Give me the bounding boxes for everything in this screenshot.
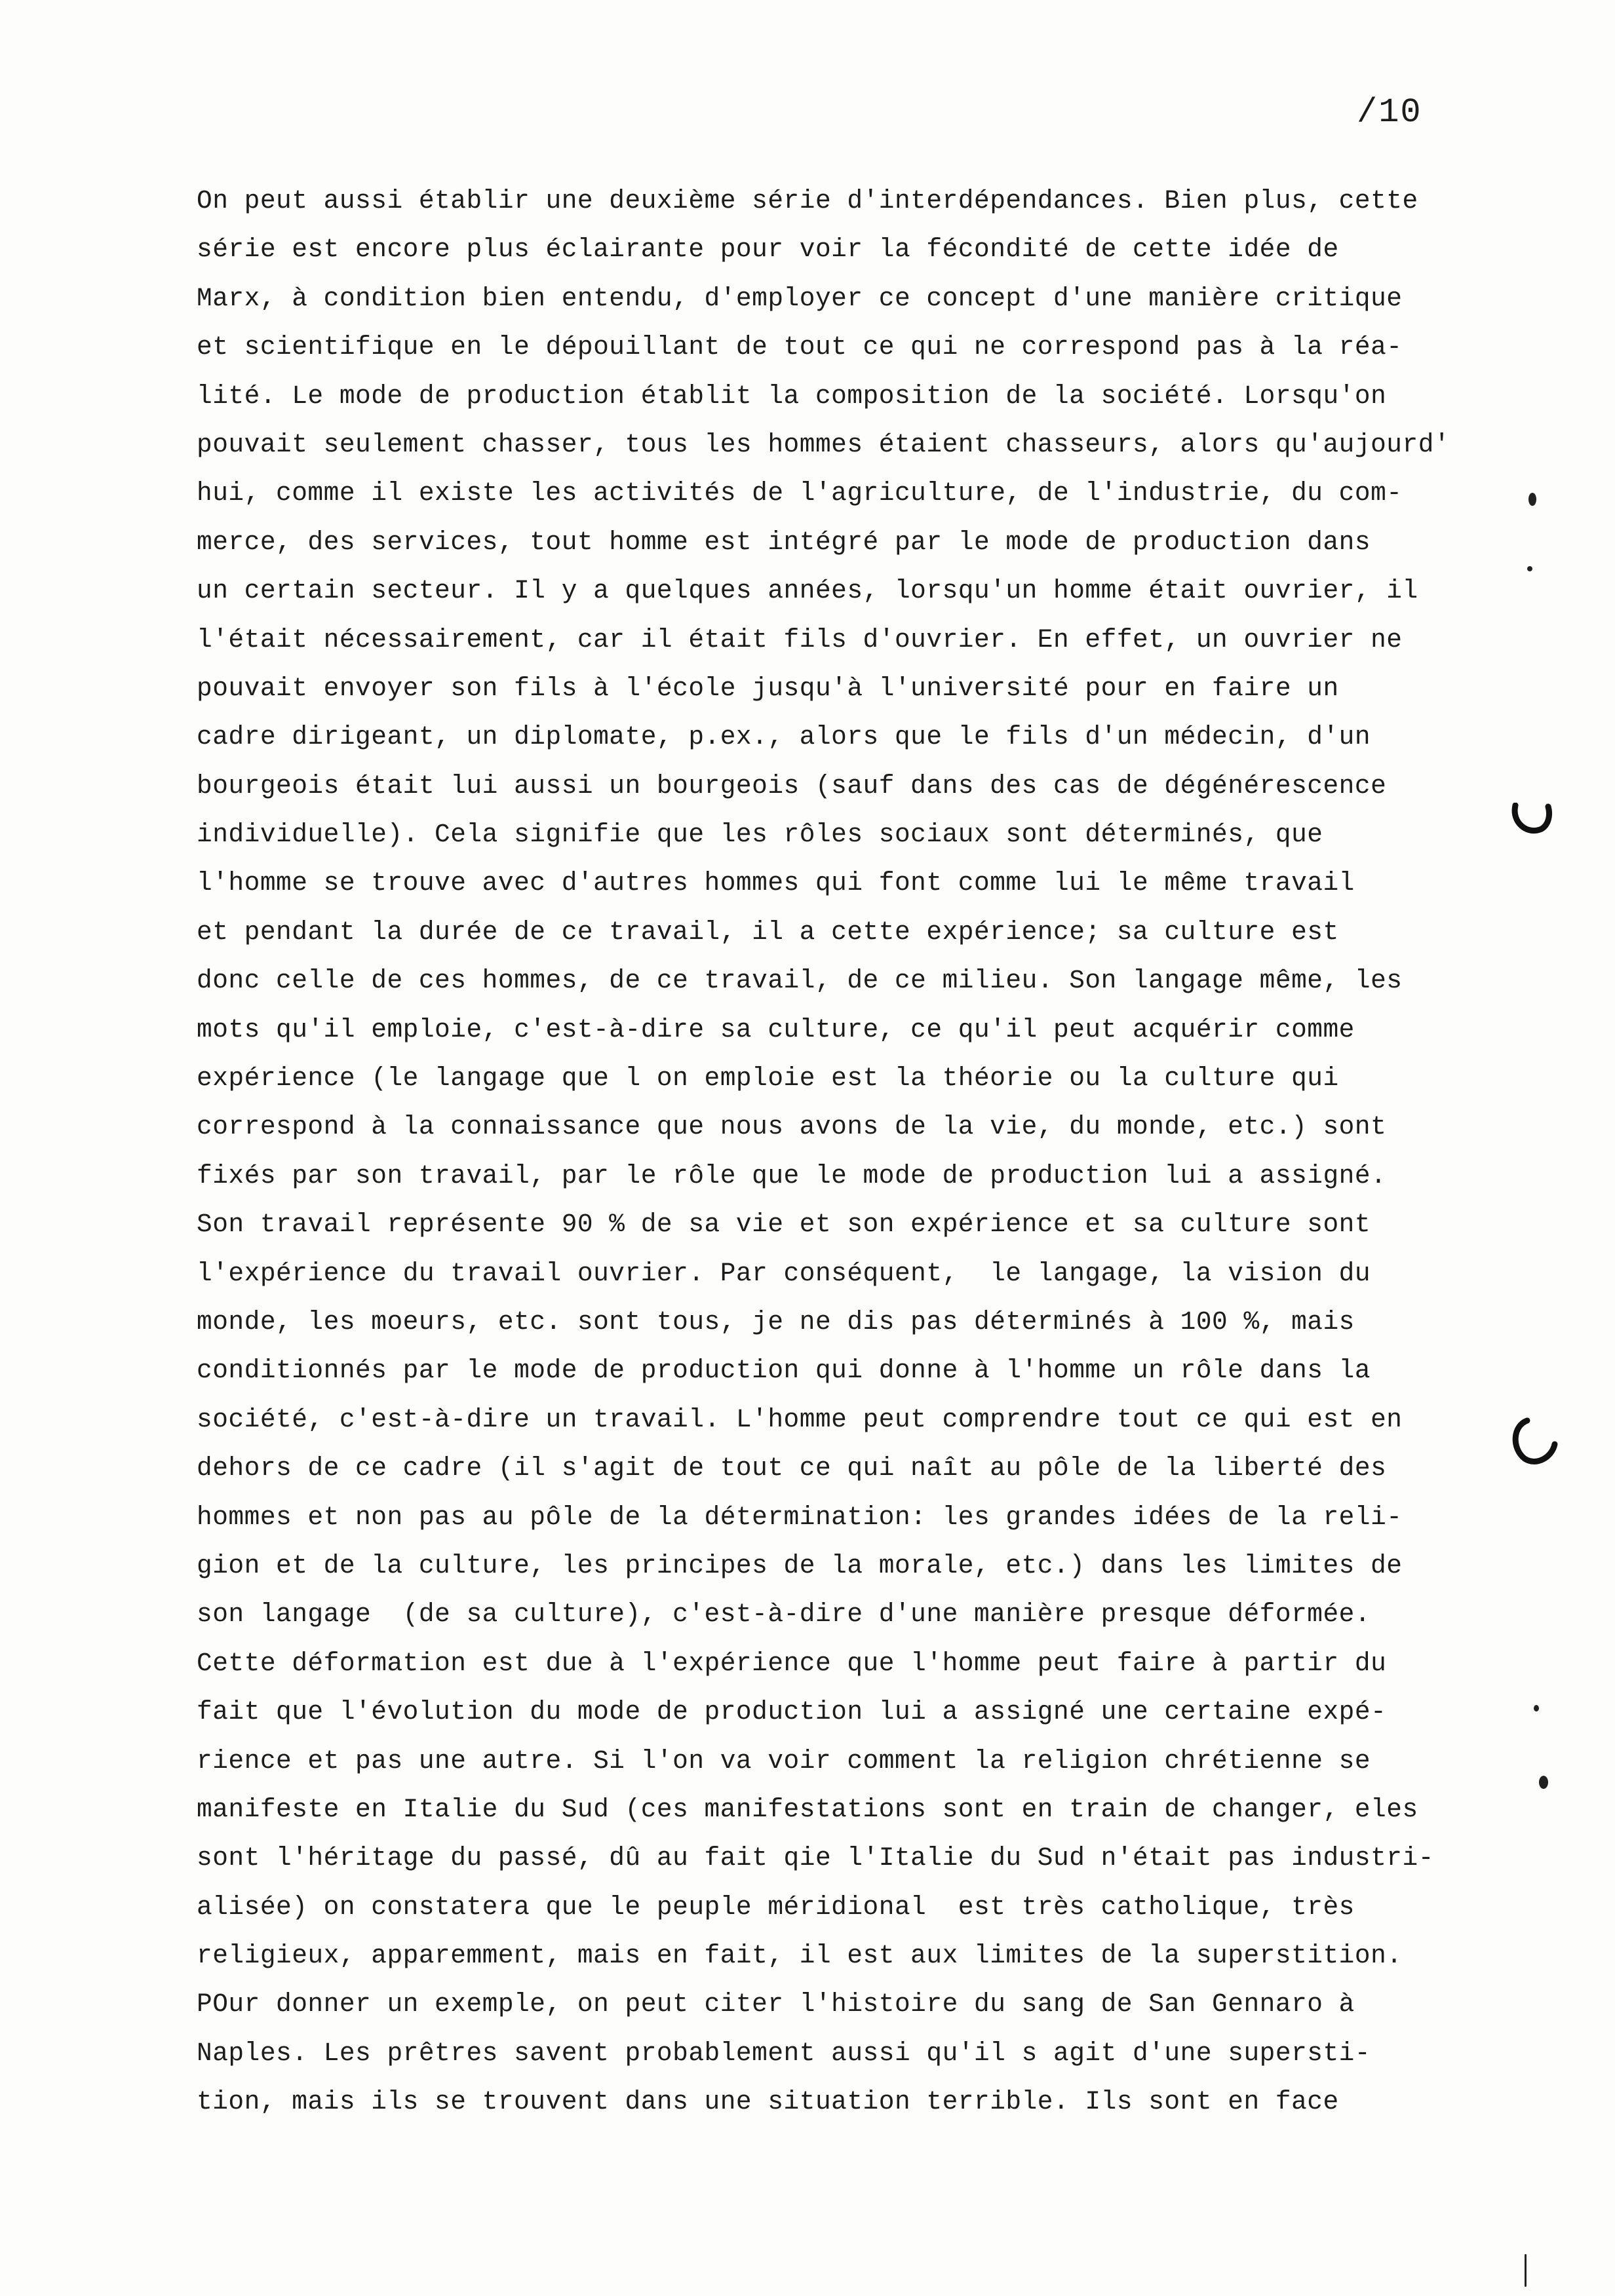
- text-line: mots qu'il emploie, c'est-à-dire sa culture, ce qu'il peut acquérir comme: [197, 1014, 1355, 1044]
- text-line: gion et de la culture, les principes de la morale, etc.) dans les limites de: [197, 1550, 1403, 1580]
- margin-mark-icon: [1527, 566, 1532, 571]
- text-line: correspond à la connaissance que nous avons de la vie, du monde, etc.) sont: [197, 1112, 1387, 1142]
- margin-mark-icon: [1525, 2254, 1527, 2287]
- text-line: hommes et non pas au pôle de la détermination: les grandes idées de la reli-: [197, 1502, 1403, 1532]
- text-line: individuelle). Cela signifie que les rôles sociaux sont déterminés, que: [197, 820, 1323, 850]
- text-line: l'était nécessairement, car il était fils d'ouvrier. En effet, un ouvrier ne: [197, 624, 1403, 655]
- margin-mark-icon: [1534, 1705, 1539, 1712]
- text-line: donc celle de ces hommes, de ce travail, de ce milieu. Son langage même, les: [197, 966, 1403, 996]
- text-line: manifeste en Italie du Sud (ces manifestations sont en train de changer, eles: [197, 1794, 1418, 1824]
- text-line: pouvait seulement chasser, tous les hommes étaient chasseurs, alors qu'aujourd': [197, 429, 1450, 459]
- text-line: pouvait envoyer son fils à l'école jusqu'à l'université pour en faire un: [197, 673, 1339, 703]
- text-line: On peut aussi établir une deuxième série d'interdépendances. Bien plus, cette: [197, 186, 1418, 216]
- text-line: tion, mais ils se trouvent dans une situation terrible. Ils sont en face: [197, 2087, 1339, 2117]
- text-line: Son travail représente 90 % de sa vie et son expérience et sa culture sont: [197, 1210, 1371, 1240]
- text-line: série est encore plus éclairante pour voir la fécondité de cette idée de: [197, 235, 1339, 265]
- text-line: rience et pas une autre. Si l'on va voir comment la religion chrétienne se: [197, 1746, 1371, 1776]
- page-number: /10: [1357, 93, 1422, 132]
- text-line: religieux, apparemment, mais en fait, il est aux limites de la superstition.: [197, 1941, 1403, 1971]
- text-line: l'homme se trouve avec d'autres hommes qui font comme lui le même travail: [197, 868, 1355, 898]
- punch-hole-icon: [1508, 1415, 1560, 1466]
- margin-mark-icon: [1528, 493, 1536, 506]
- text-line: merce, des services, tout homme est intégré par le mode de production dans: [197, 527, 1371, 557]
- text-line: sont l'héritage du passé, dû au fait qie l'Italie du Sud n'était pas industri-: [197, 1843, 1434, 1873]
- text-line: lité. Le mode de production établit la composition de la société. Lorsqu'on: [197, 381, 1387, 411]
- text-line: conditionnés par le mode de production qui donne à l'homme un rôle dans la: [197, 1356, 1371, 1386]
- text-line: Marx, à condition bien entendu, d'employer ce concept d'une manière critique: [197, 283, 1403, 313]
- text-line: société, c'est-à-dire un travail. L'homme peut comprendre tout ce qui est en: [197, 1404, 1403, 1434]
- text-line: alisée) on constatera que le peuple méridional est très catholique, très: [197, 1892, 1355, 1922]
- text-line: POur donner un exemple, on peut citer l'histoire du sang de San Gennaro à: [197, 1989, 1355, 2019]
- text-line: Cette déformation est due à l'expérience que l'homme peut faire à partir du: [197, 1648, 1387, 1678]
- body-text: [197, 177, 1494, 2127]
- text-line: dehors de ce cadre (il s'agit de tout ce qui naît au pôle de la liberté des: [197, 1453, 1387, 1483]
- text-line: expérience (le langage que l on emploie est la théorie ou la culture qui: [197, 1063, 1339, 1094]
- text-line: Naples. Les prêtres savent probablement aussi qu'il s agit d'une supersti-: [197, 2038, 1371, 2068]
- text-line: et pendant la durée de ce travail, il a cette expérience; sa culture est: [197, 917, 1339, 947]
- text-line: et scientifique en le dépouillant de tout ce qui ne correspond pas à la réa-: [197, 332, 1403, 362]
- text-line: bourgeois était lui aussi un bourgeois (sauf dans des cas de dégénérescence: [197, 771, 1387, 801]
- text-line: fixés par son travail, par le rôle que le mode de production lui a assigné.: [197, 1160, 1387, 1191]
- text-line: fait que l'évolution du mode de production lui a assigné une certaine expé-: [197, 1697, 1387, 1727]
- text-line: l'expérience du travail ouvrier. Par conséquent, le langage, la vision du: [197, 1258, 1371, 1288]
- text-line: hui, comme il existe les activités de l'agriculture, de l'industrie, du com-: [197, 478, 1403, 508]
- margin-mark-icon: [1539, 1776, 1548, 1789]
- punch-hole-icon: [1508, 803, 1555, 837]
- text-line: son langage (de sa culture), c'est-à-dire d'une manière presque déformée.: [197, 1599, 1371, 1630]
- text-line: un certain secteur. Il y a quelques années, lorsqu'un homme était ouvrier, il: [197, 576, 1418, 606]
- text-line: cadre dirigeant, un diplomate, p.ex., alors que le fils d'un médecin, d'un: [197, 722, 1371, 752]
- text-line: monde, les moeurs, etc. sont tous, je ne dis pas déterminés à 100 %, mais: [197, 1307, 1355, 1337]
